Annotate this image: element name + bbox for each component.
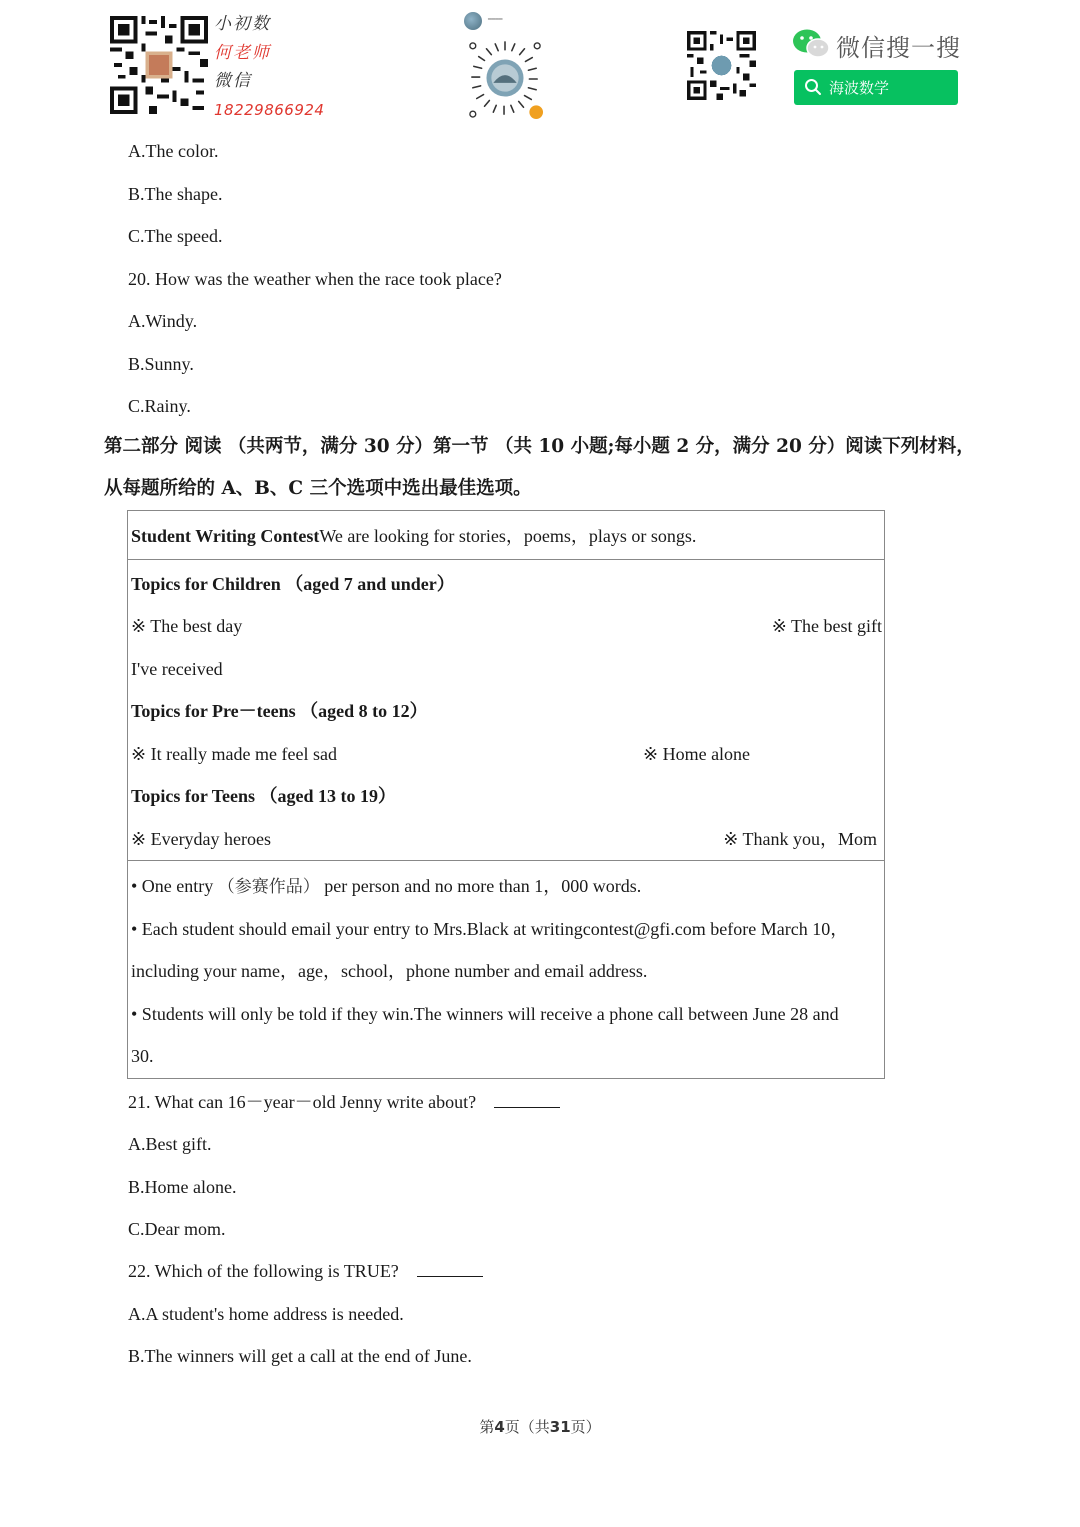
rule-1 — [131, 875, 641, 898]
teens-heading: Topics for Teens （aged 13 to 19） — [131, 786, 397, 806]
box-divider-bottom — [128, 860, 884, 861]
q19-option-a: A.The color. — [128, 141, 219, 161]
q21-option-a: A.Best gift. — [128, 1134, 212, 1154]
children-topic-2-continued: I've received — [131, 659, 223, 679]
q20-option-b: B.Sunny. — [128, 354, 194, 374]
rule-1-end: per person and no more than 1，000 words. — [319, 876, 642, 896]
children-topic-2: ※ The best gift — [771, 616, 882, 636]
notice-intro: We are looking for stories，poems，plays or songs. — [319, 526, 697, 546]
avatar — [464, 12, 482, 30]
q21-answer-blank[interactable] — [494, 1094, 560, 1108]
footer-suffix: 页） — [570, 1418, 601, 1436]
rule-1-start: • One entry — [131, 876, 218, 896]
children-topic-1: ※ The best day — [131, 616, 243, 636]
mini-program-code — [462, 10, 546, 122]
rule-3-line-1: • Students will only be told if they win.The winners will receive a phone call between June 28 and — [131, 1004, 839, 1024]
q20-option-a: A.Windy. — [128, 311, 198, 331]
q19-option-b: B.The shape. — [128, 184, 223, 204]
wechat-search-title: 微信搜一搜 — [836, 34, 961, 62]
q22-option-b: B.The winners will get a call at the end of June. — [128, 1346, 472, 1366]
footer-middle: 页（共 — [504, 1418, 550, 1436]
q22-option-a: A.A student's home address is needed. — [128, 1304, 404, 1324]
section-heading-line-2: 从每题所给的 A、B、C 三个选项中选出最佳选项。 — [104, 478, 532, 499]
footer-prefix: 第 — [479, 1418, 495, 1436]
q21-option-c: C.Dear mom. — [128, 1219, 226, 1239]
page-footer — [0, 1416, 1080, 1437]
promo-phone: 18229866924 — [214, 100, 325, 119]
sun-code-icon — [466, 38, 544, 120]
footer-page-number: 4 — [494, 1418, 505, 1436]
teens-topic-2: ※ Thank you，Mom — [723, 829, 877, 849]
promo-line-2: 何老师 — [214, 42, 271, 63]
search-icon — [804, 78, 822, 96]
rule-3-line-2: 30. — [131, 1046, 154, 1066]
rule-2-line-2: including your name，age，school，phone number and email address. — [131, 961, 648, 981]
mini-program-header — [462, 10, 546, 32]
promo-line-3: 微信 — [214, 71, 252, 91]
q22-stem-line — [128, 1260, 483, 1282]
wechat-search-button[interactable] — [794, 70, 958, 105]
section-heading-line-1: 第二部分 阅读 （共两节，满分 30 分）第一节 （共 10 小题;每小题 2 分，满分 20 分）阅读下列材料， — [104, 436, 975, 457]
rule-1-chinese-gloss: （参赛作品） — [217, 877, 320, 897]
qr-code-right — [687, 31, 756, 100]
q20-option-c: C.Rainy. — [128, 396, 191, 416]
wechat-logo-icon — [792, 28, 830, 60]
notice-title: Student Writing Contest — [131, 526, 320, 546]
preteens-heading: Topics for Pre－teens （aged 8 to 12） — [131, 701, 428, 721]
q21-stem-line — [128, 1091, 560, 1113]
box-divider-top — [128, 559, 884, 560]
children-heading: Topics for Children （aged 7 and under） — [131, 574, 455, 594]
qr-code-left — [110, 16, 208, 114]
notice-title-line — [131, 525, 696, 547]
q21-stem: 21. What can 16－year－old Jenny write about? — [128, 1092, 477, 1112]
promo-line-1: 小初数 — [214, 14, 271, 34]
q21-option-b: B.Home alone. — [128, 1177, 237, 1197]
teens-topic-1: ※ Everyday heroes — [131, 829, 272, 849]
q19-option-c: C.The speed. — [128, 226, 223, 246]
promo-contact — [214, 10, 334, 124]
preteens-topic-2: ※ Home alone — [643, 744, 751, 764]
contest-notice-box — [127, 510, 885, 1079]
wechat-search-query: 海波数学 — [829, 79, 890, 97]
rule-2-line-1: • Each student should email your entry to Mrs.Black at writingcontest@gfi.com before March 10， — [131, 919, 849, 939]
mini-program-title-icon: ━━━━ — [488, 16, 503, 23]
q22-answer-blank[interactable] — [417, 1263, 483, 1277]
footer-total-pages: 31 — [549, 1418, 571, 1436]
q20-stem: 20. How was the weather when the race took place? — [128, 269, 502, 289]
q22-stem: 22. Which of the following is TRUE? — [128, 1261, 399, 1281]
preteens-topic-1: ※ It really made me feel sad — [131, 744, 337, 764]
